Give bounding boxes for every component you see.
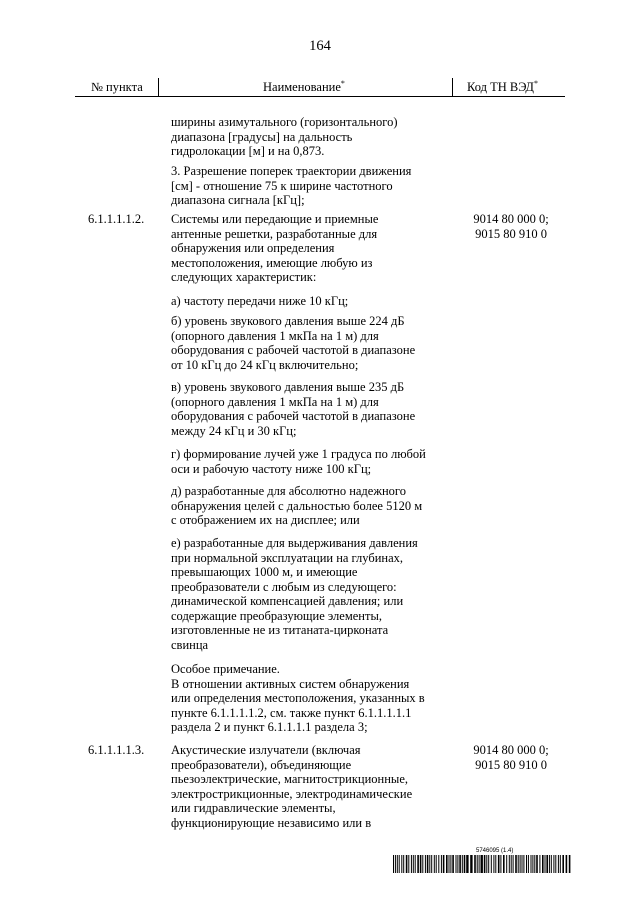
text-line: местоположения, имеющие любую из bbox=[171, 255, 373, 270]
text-line: преобразователи с любым из следующего: bbox=[171, 579, 397, 594]
header-col-code-label: Код ТН ВЭД bbox=[467, 80, 534, 94]
barcode-image bbox=[393, 855, 571, 873]
text-line: В отношении активных систем обнаружения bbox=[171, 676, 410, 691]
table-header bbox=[75, 78, 565, 97]
text-line: содержащие преобразующие элементы, bbox=[171, 608, 382, 623]
text-line: гидролокации [м] и на 0,873. bbox=[171, 144, 325, 158]
item-code: 9015 80 910 0 bbox=[475, 226, 547, 241]
text-line: (опорного давления 1 мкПа на 1 м) для bbox=[171, 328, 379, 343]
item-paragraph bbox=[171, 314, 451, 372]
item-paragraph bbox=[171, 294, 451, 309]
text-line: изготовленные не из титаната-цирконата bbox=[171, 623, 389, 637]
item-paragraph bbox=[171, 484, 451, 528]
text-line: антенные решетки, разработанные для bbox=[171, 226, 378, 241]
text-line: диапазона сигнала [кГц]; bbox=[171, 193, 305, 207]
continuation-paragraph-1 bbox=[171, 115, 451, 159]
text-line: динамической компенсацией давления; или bbox=[171, 594, 404, 608]
item-paragraph bbox=[171, 380, 451, 438]
item-paragraph bbox=[171, 536, 451, 652]
item-code: 9014 80 000 0; bbox=[473, 743, 549, 757]
item-number: 6.1.1.1.1.2. bbox=[88, 212, 145, 226]
text-line: е) разработанные для выдерживания давления bbox=[171, 536, 418, 550]
text-line: или гидравлические элементы, bbox=[171, 801, 336, 815]
text-line: Особое примечание. bbox=[171, 662, 280, 676]
header-col-number bbox=[91, 78, 143, 96]
header-col-name bbox=[263, 78, 345, 96]
text-line: следующих характеристик: bbox=[171, 270, 317, 284]
header-col-code bbox=[467, 78, 538, 96]
header-divider-2 bbox=[452, 78, 453, 97]
text-line: или определения местоположения, указанных в bbox=[171, 691, 425, 705]
special-note bbox=[171, 662, 451, 735]
text-line: Системы или передающие и приемные bbox=[171, 212, 379, 226]
text-line: между 24 кГц и 30 кГц; bbox=[171, 423, 297, 438]
text-line: преобразователи), объединяющие bbox=[171, 757, 352, 772]
header-col-number-label: № пункта bbox=[91, 80, 143, 94]
item-code: 9015 80 910 0 bbox=[475, 757, 547, 772]
text-line: Акустические излучатели (включая bbox=[171, 743, 361, 757]
text-line: оборудования с рабочей частотой в диапазоне bbox=[171, 343, 416, 357]
text-line: 3. Разрешение поперек траектории движения bbox=[171, 164, 412, 178]
text-line: а) частоту передачи ниже 10 кГц; bbox=[171, 294, 349, 308]
text-line: (опорного давления 1 мкПа на 1 м) для bbox=[171, 394, 379, 409]
item-number: 6.1.1.1.1.3. bbox=[88, 743, 145, 757]
text-line: д) разработанные для абсолютно надежного bbox=[171, 484, 406, 498]
item-code: 9014 80 000 0; bbox=[473, 212, 549, 226]
header-col-name-mark: * bbox=[340, 79, 345, 88]
text-line: с отображением их на дисплее; или bbox=[171, 513, 360, 527]
text-line: диапазона [градусы] на дальность bbox=[171, 129, 353, 144]
item-codes bbox=[461, 743, 561, 772]
header-divider-1 bbox=[158, 78, 159, 97]
barcode-label: 5746095 (1.4) bbox=[476, 848, 514, 854]
text-line: [см] - отношение 75 к ширине частотного bbox=[171, 178, 393, 193]
text-line: пункте 6.1.1.1.1.2, см. также пункт 6.1.1.1.1.1 bbox=[171, 705, 412, 720]
text-line: б) уровень звукового давления выше 224 дБ bbox=[171, 314, 405, 328]
text-line: при нормальной эксплуатации на глубинах, bbox=[171, 550, 404, 565]
item-paragraph bbox=[171, 743, 451, 830]
item-paragraph bbox=[171, 212, 451, 285]
header-col-name-label: Наименование bbox=[263, 80, 341, 94]
text-line: пьезоэлектрические, магнитострикционные, bbox=[171, 772, 408, 786]
text-line: обнаружения целей с дальностью более 5120 м bbox=[171, 498, 423, 513]
text-line: свинца bbox=[171, 637, 209, 652]
text-line: обнаружения или определения bbox=[171, 241, 335, 255]
text-line: функционирующие независимо или в bbox=[171, 815, 372, 830]
text-line: оборудования с рабочей частотой в диапазоне bbox=[171, 409, 416, 423]
text-line: от 10 кГц до 24 кГц включительно; bbox=[171, 357, 359, 372]
text-line: превышающих 1000 м, и имеющие bbox=[171, 565, 358, 579]
text-line: электрострикционные, электродинамические bbox=[171, 786, 413, 801]
page-number: 164 bbox=[309, 38, 331, 54]
text-line: раздела 2 и пункт 6.1.1.1.1 раздела 3; bbox=[171, 720, 368, 734]
text-line: в) уровень звукового давления выше 235 дБ bbox=[171, 380, 405, 394]
item-paragraph bbox=[171, 447, 451, 476]
header-col-code-mark: * bbox=[533, 79, 538, 88]
text-line: ширины азимутального (горизонтального) bbox=[171, 115, 398, 129]
item-codes bbox=[461, 212, 561, 241]
text-line: оси и рабочую частоту ниже 100 кГц; bbox=[171, 461, 372, 476]
continuation-paragraph-2 bbox=[171, 164, 451, 208]
text-line: г) формирование лучей уже 1 градуса по любой bbox=[171, 447, 426, 461]
